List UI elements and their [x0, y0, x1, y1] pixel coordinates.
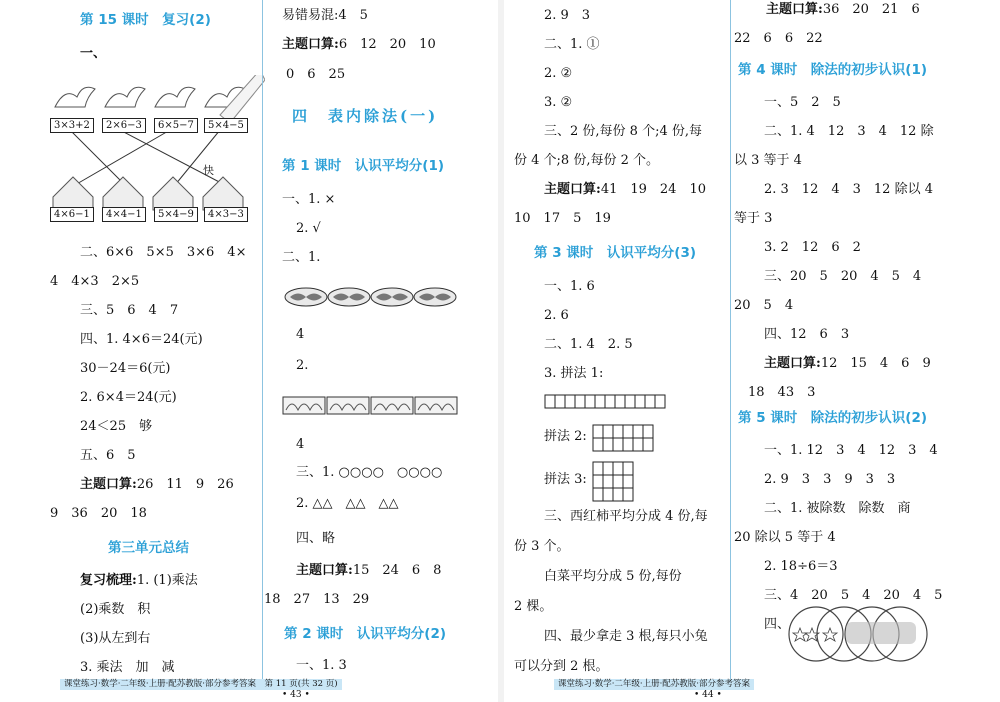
page-number: • 44 •: [694, 690, 722, 700]
bananas-groups-figure: [282, 396, 462, 416]
lesson-3-heading: 第 3 课时 认识平均分(3): [534, 245, 697, 261]
star-icon: [793, 628, 837, 641]
answer-line: 二、1. 4 2. 5: [544, 337, 633, 352]
answer-line: 2. 6: [544, 308, 569, 323]
house-expr-4: 4×3−3: [204, 207, 248, 222]
answer-line: 可以分到 2 根。: [514, 659, 609, 674]
answer-line: 一、1. 3: [296, 658, 347, 673]
mental-math-values: 15 24 6 8: [352, 563, 442, 578]
answer-line: 3. 乘法 加 减: [80, 660, 175, 675]
mental-math-values: 36 20 21 6: [822, 2, 920, 17]
answer-line: 三、5 6 4 7: [80, 303, 179, 318]
lesson-1-heading: 第 1 课时 认识平均分(1): [282, 158, 445, 174]
house-icon: [53, 177, 243, 210]
answer-line: 4 4×3 2×5: [50, 274, 140, 289]
answer-line: 份 3 个。: [514, 539, 570, 554]
answer-line: 2. 3 12 4 3 12 除以 4: [764, 182, 933, 197]
answer-line: 18 43 3: [748, 385, 816, 400]
review-label: 复习梳理:: [80, 573, 137, 588]
bird-expr-2: 2×6−3: [102, 118, 146, 133]
answer-line: 2 棵。: [514, 599, 553, 614]
answer-line: 以 3 等于 4: [734, 153, 802, 168]
mental-math-line: [296, 563, 441, 579]
mental-math-values: 41 19 24 10: [600, 182, 706, 197]
mental-math-values: 12 15 4 6 9: [820, 356, 931, 371]
answer-line: 一、1. 12 3 4 12 3 4: [764, 443, 938, 458]
lesson-15-heading: 第 15 课时 复习(2): [80, 12, 211, 28]
answer-line: 2. 6×4＝24(元): [80, 390, 177, 405]
answer-line: 四、最少拿走 3 根,每只小兔: [544, 629, 708, 644]
answer-line: 四、1. 4×6＝24(元): [80, 332, 203, 347]
answer-line: 二、1. 被除数 除数 商: [764, 501, 911, 516]
answer-line: 3. 2 12 6 2: [764, 240, 861, 255]
matching-illustration: [45, 75, 265, 225]
answer-line: 三、20 5 20 4 5 4: [764, 269, 922, 284]
watermelon-groups-figure: [284, 286, 464, 308]
sticker-text: 快: [203, 164, 214, 177]
answer-line: 三、2 份,每份 8 个;4 份,每: [544, 124, 702, 139]
unit-3-summary-heading: 第三单元总结: [108, 540, 189, 556]
mental-math-line: [544, 182, 706, 198]
bird-icon: [55, 87, 245, 107]
mental-math-line: [766, 2, 920, 18]
answer-line: 2. 9 3: [544, 8, 591, 23]
answer-line: 四、12 6 3: [764, 327, 850, 342]
answer-line: 三、4 20 5 4 20 4 5: [764, 588, 943, 603]
house-expr-1: 4×6−1: [50, 207, 94, 222]
answer-line: 一、5 2 5: [764, 95, 841, 110]
lesson-4-heading: 第 4 课时 除法的初步认识(1): [738, 62, 928, 78]
star-circles-figure: [786, 604, 936, 666]
answer-line: 20 5 4: [734, 298, 794, 313]
answer-line: 一、1. ×: [282, 192, 336, 207]
answer-line: 2. △△ △△ △△: [296, 496, 399, 511]
house-expr-3: 5×4−9: [154, 207, 198, 222]
page-footer: 课堂练习·数学·二年级·上册·配苏教版·部分参考答案: [554, 679, 754, 690]
answer-line: 3. 拼法 1:: [544, 366, 604, 381]
mental-math-label: 主题口算:: [544, 182, 601, 197]
lesson-2-heading: 第 2 课时 认识平均分(2): [284, 626, 447, 642]
mental-math-label: 主题口算:: [282, 37, 339, 52]
answer-line: 一、1. 6: [544, 279, 595, 294]
mental-math-label: 主题口算:: [296, 563, 353, 578]
mental-math-line: [282, 37, 436, 53]
answer-line: 三、1. ○○○○ ○○○○: [296, 465, 443, 480]
arrangement-1-grid: [544, 394, 666, 410]
answer-line: 二、1. 4 12 3 4 12 除: [764, 124, 934, 139]
answer-line: 易错易混:4 5: [282, 8, 368, 23]
answer-line: 2. 18÷6＝3: [764, 559, 838, 574]
answer-line: 二、1.: [282, 250, 321, 265]
answer-line: (2)乘数 积: [80, 602, 151, 617]
mental-math-values: 6 12 20 10: [338, 37, 436, 52]
answer-line: 30－24＝6(元): [80, 361, 171, 376]
bird-expr-3: 6×5−7: [154, 118, 198, 133]
answer-line: 拼法 3:: [544, 472, 587, 487]
answer-line: 五、6 5: [80, 448, 136, 463]
mental-math-label: 主题口算:: [766, 2, 823, 17]
arrangement-2-grid: [592, 424, 656, 452]
mental-math-line: [764, 356, 931, 372]
answer-line: 二、1. ①: [544, 37, 600, 52]
answer-line: 等于 3: [734, 211, 773, 226]
answer-line: 四、: [764, 617, 791, 632]
answer-line: 二、6×6 5×5 3×6 4×: [80, 245, 247, 260]
column-divider: [262, 0, 263, 690]
bird-expr-1: 3×3+2: [50, 118, 94, 133]
answer-line: 2.: [296, 358, 309, 373]
column-divider: [730, 0, 731, 690]
review-values: 1. (1)乘法: [136, 573, 198, 588]
mental-math-label: 主题口算:: [764, 356, 821, 371]
answer-line: 9 36 20 18: [50, 506, 147, 521]
chapter-heading: 四 表内除法(一): [292, 107, 439, 125]
lesson-5-heading: 第 5 课时 除法的初步认识(2): [738, 410, 928, 426]
bird-expr-4: 5×4−5: [204, 118, 248, 133]
house-expr-2: 4×4−1: [102, 207, 146, 222]
answer-line: 4: [296, 437, 305, 452]
answer-line: 四、略: [296, 531, 336, 546]
answer-line: 拼法 2:: [544, 429, 587, 444]
page-44: [504, 0, 1000, 702]
answer-line: (3)从左到右: [80, 631, 151, 646]
answer-line: 0 6 25: [286, 67, 346, 82]
answer-line: 20 除以 5 等于 4: [734, 530, 836, 545]
mental-math-line: [80, 477, 234, 493]
answer-line: 3. ②: [544, 95, 573, 110]
mental-math-label: 主题口算:: [80, 477, 137, 492]
review-line: [80, 573, 198, 589]
answer-line: 18 27 13 29: [264, 592, 370, 607]
answer-line: 10 17 5 19: [514, 211, 611, 226]
part-one-label: 一、: [80, 46, 107, 61]
page-footer: 课堂练习·数学·二年级·上册·配苏教版·部分参考答案 第 11 页(共 32 页): [60, 679, 342, 690]
mental-math-values: 26 11 9 26: [136, 477, 234, 492]
answer-line: 2. 9 3 3 9 3 3: [764, 472, 896, 487]
answer-line: 2. √: [296, 221, 321, 236]
answer-line: 24＜25 够: [80, 419, 153, 434]
answer-line: 22 6 6 22: [734, 31, 823, 46]
answer-line: 份 4 个;8 份,每份 2 个。: [514, 153, 659, 168]
answer-line: 2. ②: [544, 66, 573, 81]
page-number: • 43 •: [282, 690, 310, 700]
answer-line: 三、西红柿平均分成 4 份,每: [544, 509, 708, 524]
answer-line: 4: [296, 327, 305, 342]
answer-line: 白菜平均分成 5 份,每份: [544, 569, 682, 584]
arrangement-3-grid: [592, 461, 636, 503]
